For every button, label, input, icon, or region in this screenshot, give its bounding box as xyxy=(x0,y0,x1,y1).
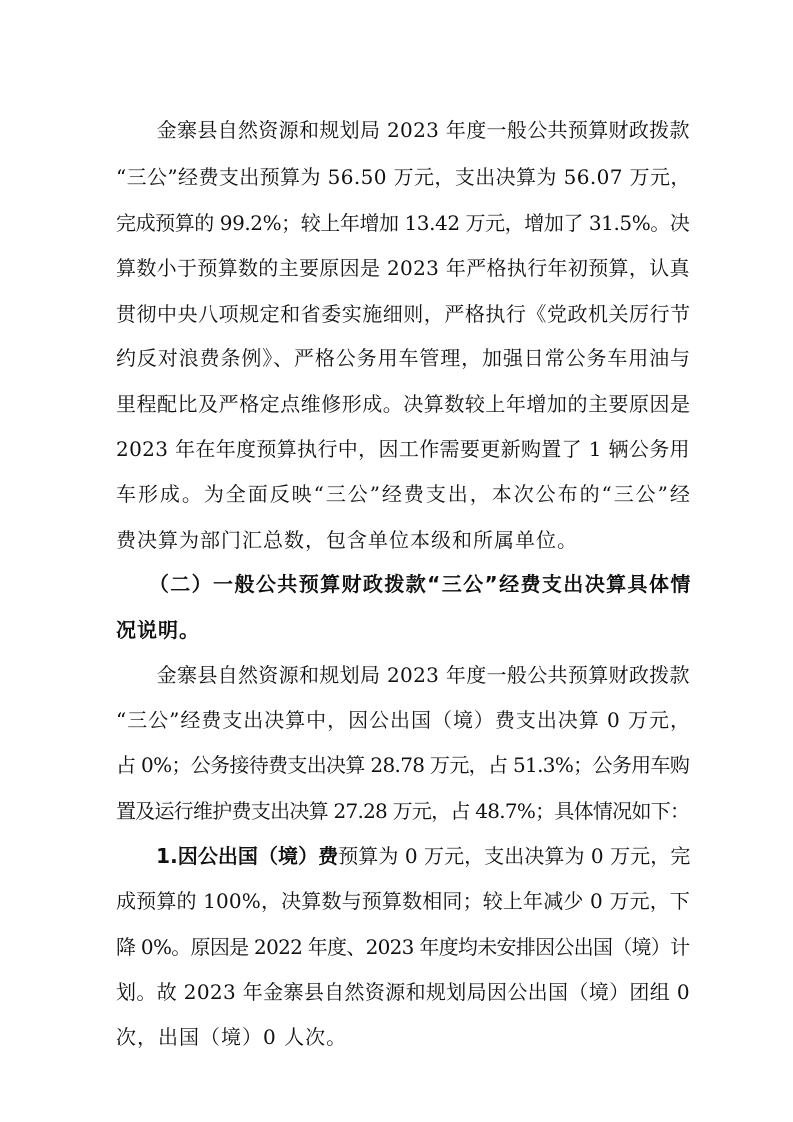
paragraph-2-line: “三公”经费支出决算中，因公出国（境）费支出决算 0 万元， xyxy=(116,708,691,732)
item-1-line: 次，出国（境）0 人次。 xyxy=(116,1025,348,1049)
section-heading-line: （二）一般公共预算财政拨款“三公”经费支出决算具体情 xyxy=(116,572,692,596)
paragraph-1-line: 车形成。为全面反映“三公”经费支出，本次公布的“三公”经 xyxy=(116,482,692,506)
section-heading-line: 况说明。 xyxy=(116,618,200,642)
paragraph-1-line: 约反对浪费条例》、严格公务用车管理，加强日常公务车用油与 xyxy=(116,346,691,370)
paragraph-1-line: “三公”经费支出预算为 56.50 万元，支出决算为 56.07 万元， xyxy=(116,165,691,189)
paragraph-1-line: 2023 年在年度预算执行中，因工作需要更新购置了 1 辆公务用 xyxy=(116,437,690,461)
paragraph-2-line: 占 0%；公务接待费支出决算 28.78 万元，占 51.3%；公务用车购 xyxy=(116,753,690,777)
paragraph-1-line: 完成预算的 99.2%；较上年增加 13.42 万元，增加了 31.5%。决 xyxy=(116,211,690,235)
paragraph-1-line: 算数小于预算数的主要原因是 2023 年严格执行年初预算，认真 xyxy=(116,256,690,280)
paragraph-2-line: 金寨县自然资源和规划局 2023 年度一般公共预算财政拨款 xyxy=(116,663,690,687)
paragraph-1-line: 里程配比及严格定点维修形成。决算数较上年增加的主要原因是 xyxy=(116,392,691,416)
paragraph-1-line: 金寨县自然资源和规划局 2023 年度一般公共预算财政拨款 xyxy=(116,118,690,142)
paragraph-2-line: 置及运行维护费支出决算 27.28 万元，占 48.7%；具体情况如下： xyxy=(116,799,690,823)
paragraph-1-line: 费决算为部门汇总数，包含单位本级和所属单位。 xyxy=(116,528,578,552)
item-1-title: 1.因公出国（境）费 xyxy=(116,844,339,868)
item-1-line: 成预算的 100%，决算数与预算数相同；较上年减少 0 万元，下 xyxy=(116,889,691,913)
paragraph-1-line: 贯彻中央八项规定和省委实施细则，严格执行《党政机关厉行节 xyxy=(116,302,691,326)
item-1-line: 降 0%。原因是 2022 年度、2023 年度均未安排因公出国（境）计 xyxy=(116,935,690,959)
item-1-first-line xyxy=(116,838,690,874)
item-1-line: 划。故 2023 年金寨县自然资源和规划局因公出国（境）团组 0 xyxy=(116,980,690,1004)
item-1-text: 预算为 0 万元，支出决算为 0 万元，完 xyxy=(338,844,691,868)
